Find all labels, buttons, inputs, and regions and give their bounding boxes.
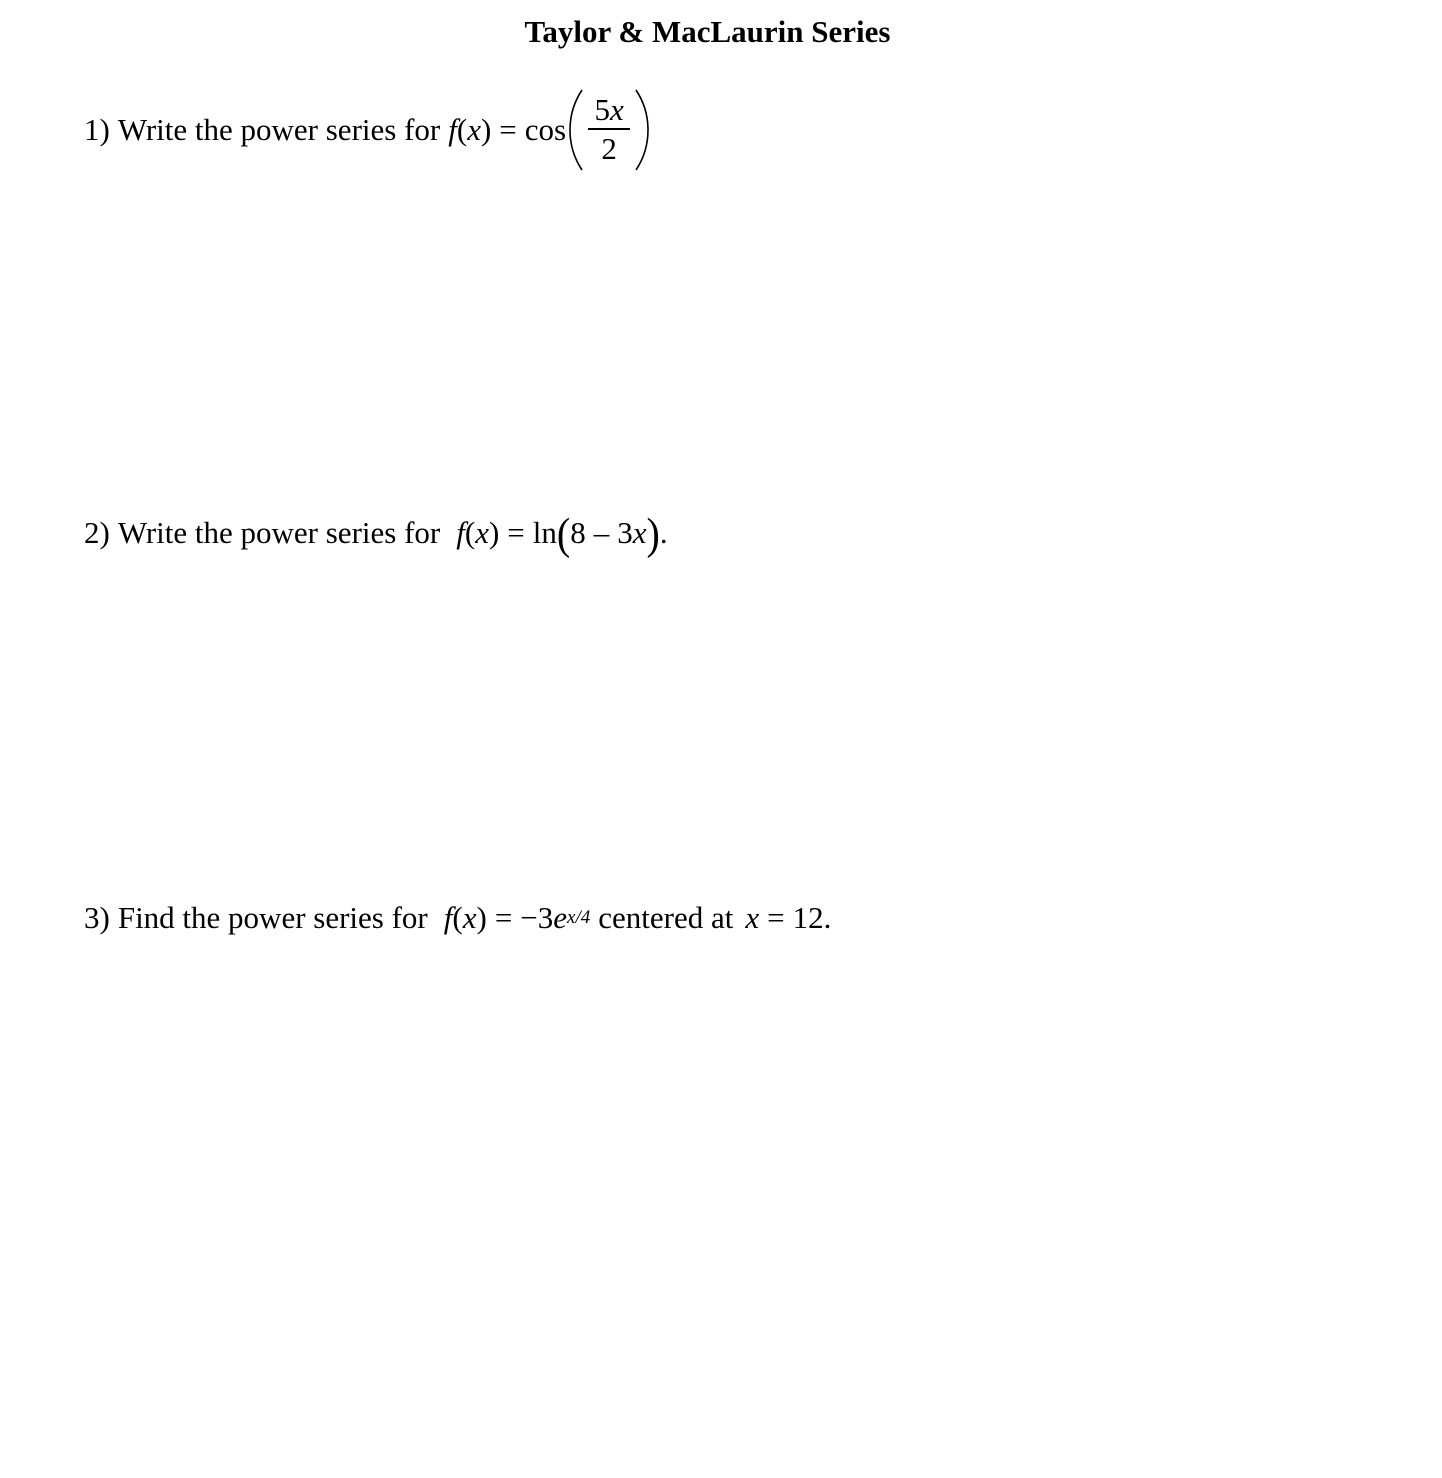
page-title: Taylor & MacLaurin Series <box>524 14 891 49</box>
problem-1-f: f <box>448 112 457 147</box>
problem-3: 3) Find the power series for f ( x ) = −3 e x/4 centered at x = 12 . <box>84 900 832 935</box>
problem-2-minus: – <box>593 515 610 550</box>
problem-3-x: x <box>462 900 477 935</box>
right-paren-icon <box>634 88 650 172</box>
problem-2-rparen: ) <box>488 515 500 550</box>
problem-1-text: Write the power series for <box>117 112 441 147</box>
problem-1-equals: = <box>499 112 517 147</box>
problem-1-x: x <box>467 112 481 147</box>
problem-1-lparen: ( <box>456 112 468 147</box>
problem-3-period: . <box>823 900 832 935</box>
problem-1-numerator: 5x <box>594 92 624 128</box>
left-paren-icon <box>568 88 584 172</box>
problem-3-equals: = <box>494 900 513 935</box>
problem-3-equals-2: = <box>767 900 785 935</box>
problem-2-arg-const: 8 <box>570 515 586 550</box>
problem-2-f: f <box>456 515 465 550</box>
problem-2 <box>84 508 668 558</box>
problem-3-text: Find the power series for <box>117 900 428 935</box>
problem-3-f: f <box>443 900 453 935</box>
problem-3-value: 12 <box>792 900 824 935</box>
problem-2-arg-rparen: ) <box>646 508 660 558</box>
problem-2-x: x <box>475 515 489 550</box>
problem-2-text: Write the power series for <box>117 515 441 550</box>
problem-1-argument <box>568 88 650 172</box>
problem-3-coef: −3 <box>520 900 554 935</box>
problem-3-var: x <box>745 900 760 935</box>
problem-2-period: . <box>659 515 668 550</box>
problem-2-function: ln <box>532 515 557 550</box>
problem-1 <box>84 88 650 172</box>
problem-3-text2: centered at <box>598 900 734 935</box>
problem-3-rparen: ) <box>476 900 487 935</box>
problem-3-lparen: ( <box>452 900 463 935</box>
problem-3-base: e <box>553 900 568 935</box>
problem-1-number: 1) <box>84 112 110 147</box>
problem-2-arg-coef: 3 <box>617 515 633 550</box>
problem-1-denominator: 2 <box>601 130 617 166</box>
problem-1-rparen: ) <box>480 112 492 147</box>
problem-1-fraction <box>588 92 630 168</box>
problem-2-lparen: ( <box>464 515 476 550</box>
problem-2-equals: = <box>507 515 525 550</box>
problem-2-arg-lparen: ( <box>556 508 571 558</box>
problem-2-arg-var: x <box>632 515 647 550</box>
problem-3-number: 3) <box>84 900 110 935</box>
problem-1-function: cos <box>524 112 567 147</box>
problem-2-number: 2) <box>84 515 110 550</box>
